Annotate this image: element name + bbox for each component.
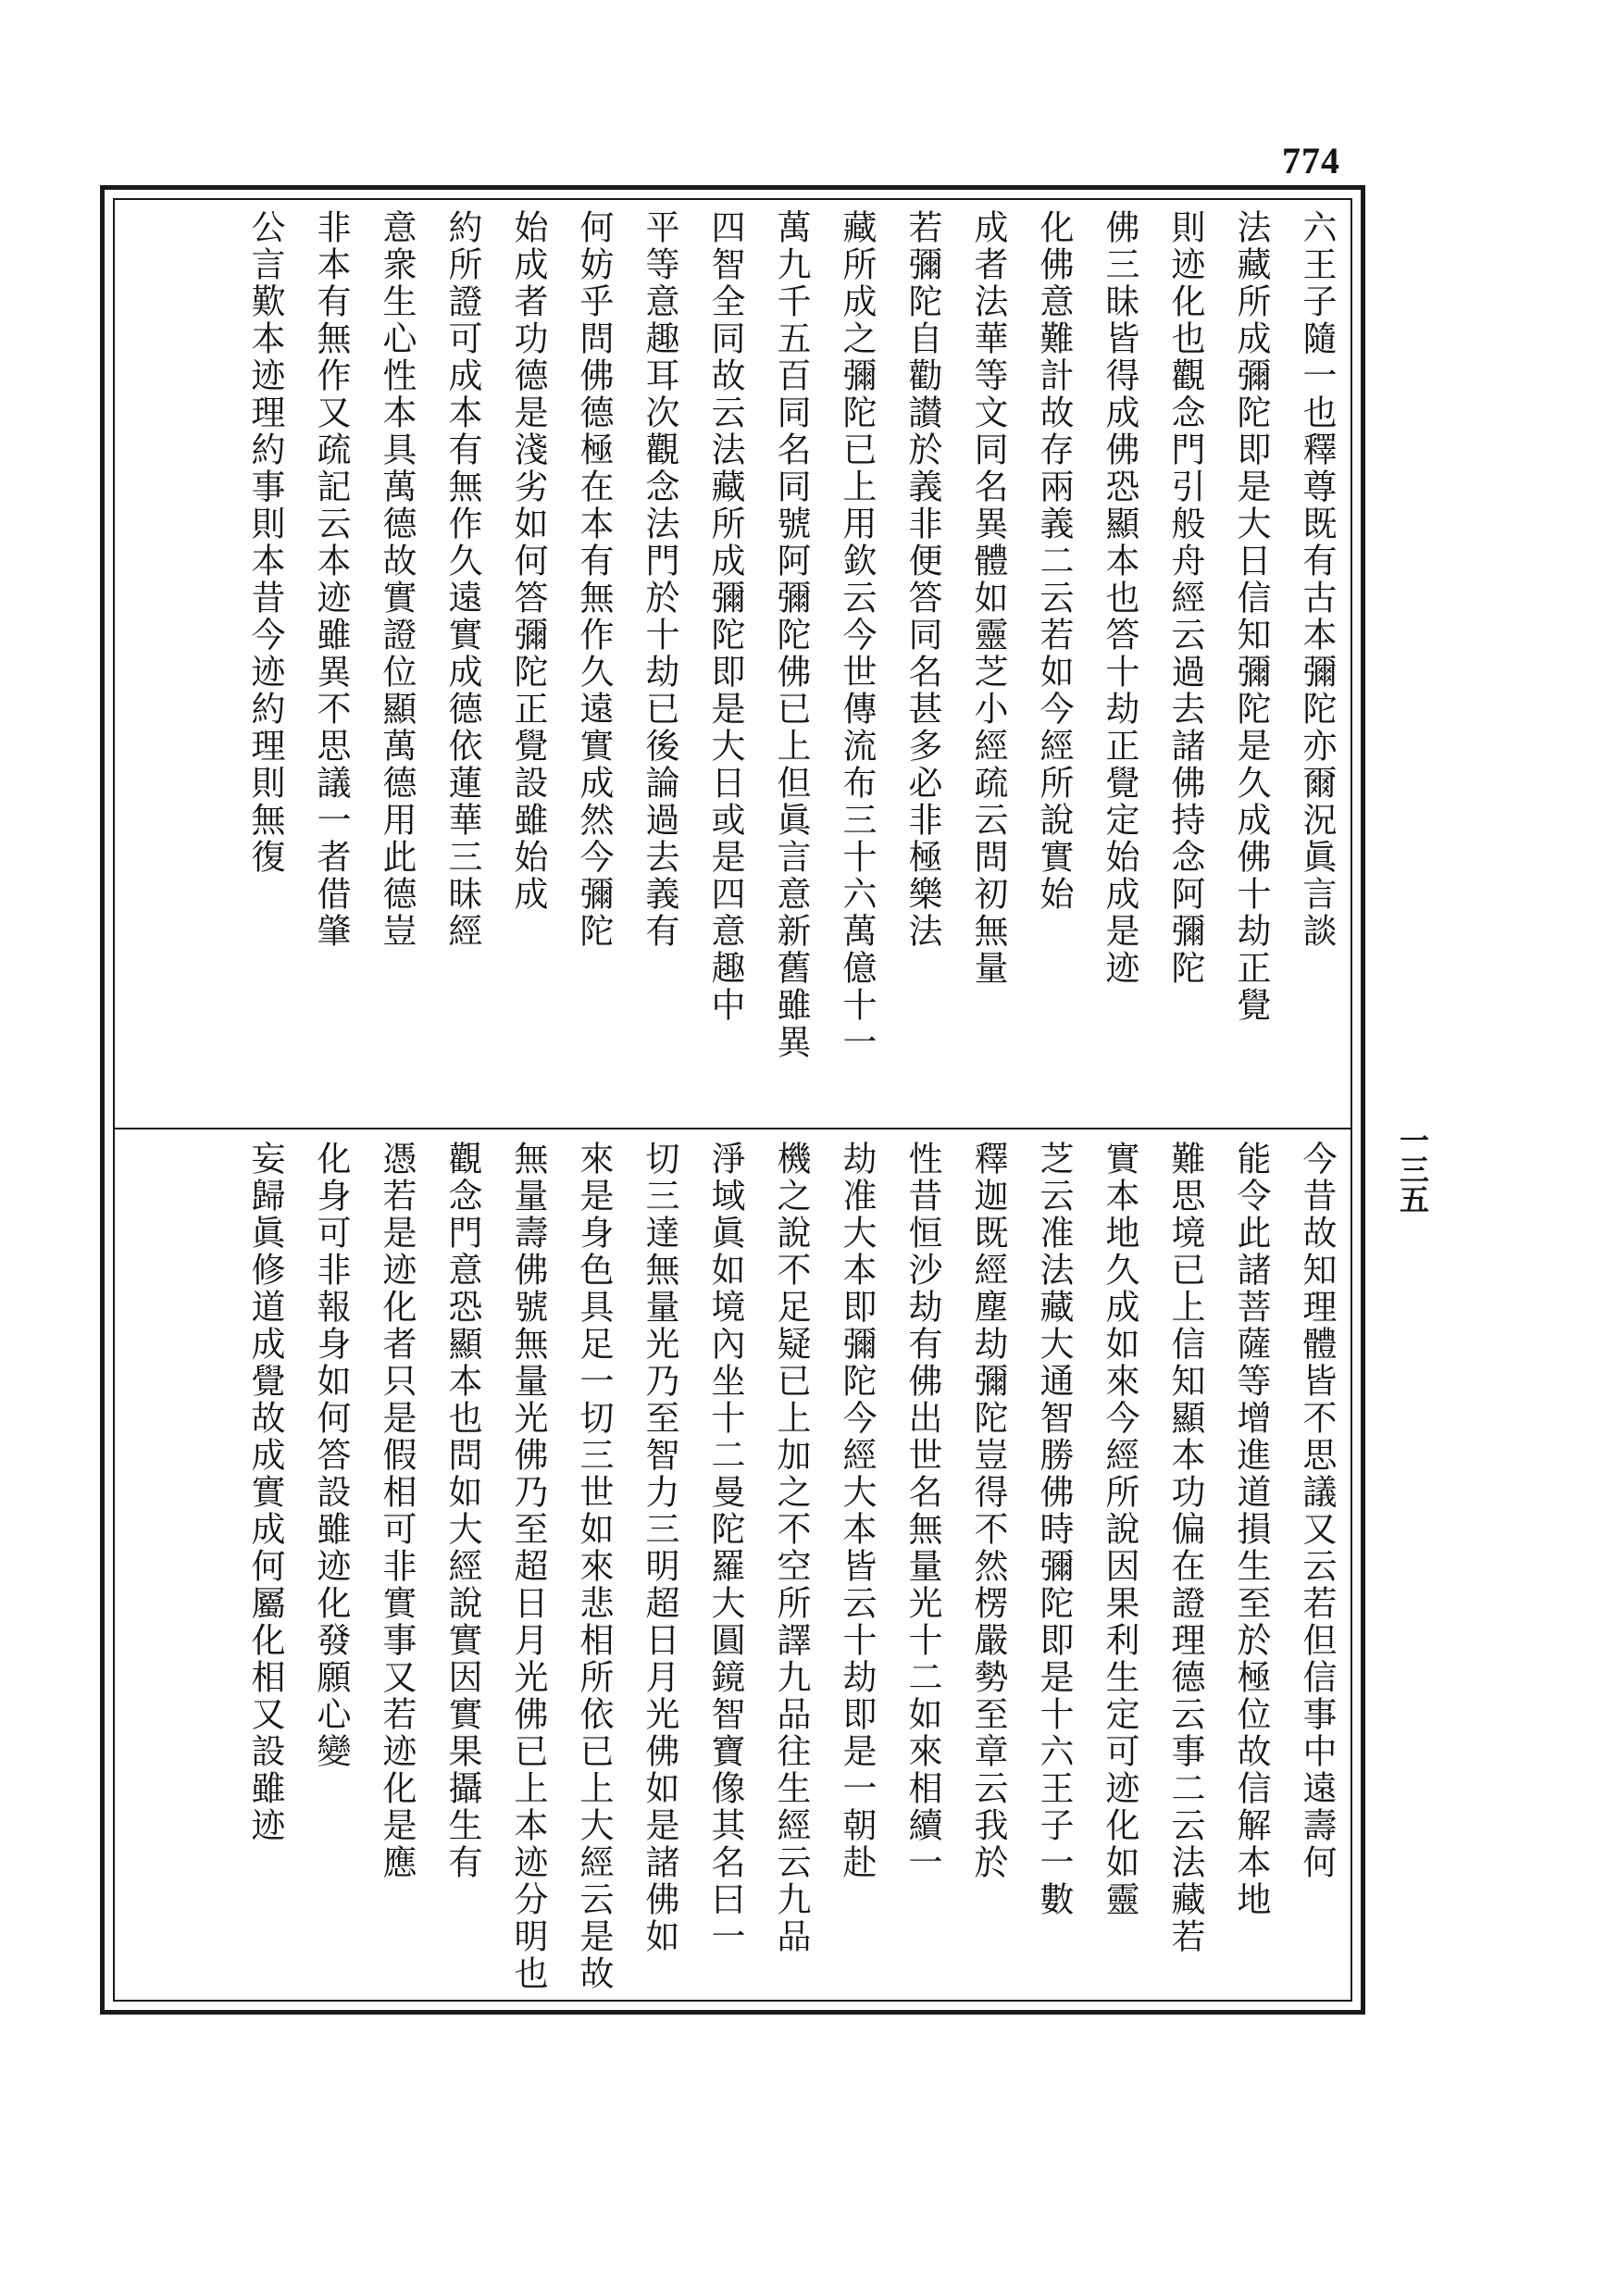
text-column: 公言歎本迹理約事則本昔今迹約理則無復 <box>245 209 285 876</box>
text-column: 無量壽佛號無量光佛乃至超日月光佛已上本迹分明也 <box>508 1141 548 1992</box>
text-column: 意衆生心性本具萬德故實證位顯萬德用此德豈 <box>377 209 417 950</box>
text-column: 來是身色具足一切三世如來悲相所依已上大經云是故 <box>574 1141 614 1992</box>
text-column: 機之說不足疑已上加之不空所譯九品往生經云九品 <box>771 1141 811 1955</box>
text-column: 平等意趣耳次觀念法門於十劫已後論過去義有 <box>640 209 679 950</box>
text-column: 性昔恒沙劫有佛出世名無量光十二如來相續一 <box>902 1141 942 1881</box>
register-divider <box>113 1128 1352 1129</box>
text-column: 成者法華等文同名異體如靈芝小經疏云問初無量 <box>968 209 1008 987</box>
text-column: 劫准大本即彌陀今經大本皆云十劫即是一朝赴 <box>837 1141 877 1881</box>
text-column: 非本有無作又疏記云本迹雖異不思議一者借肇 <box>311 209 351 950</box>
text-column: 法藏所成彌陀即是大日信知彌陀是久成佛十劫正覺 <box>1231 209 1271 1024</box>
page-number: 774 <box>1282 140 1340 181</box>
text-column: 切三達無量光乃至智力三明超日月光佛如是諸佛如 <box>640 1141 679 1955</box>
text-column: 化身可非報身如何答設雖迹化發願心變 <box>311 1141 351 1770</box>
text-column: 藏所成之彌陀已上用欽云今世傳流布三十六萬億十一 <box>837 209 877 1061</box>
text-column: 約所證可成本有無作久遠實成德依蓮華三昧經 <box>442 209 482 950</box>
text-column: 則迹化也觀念門引般舟經云過去諸佛持念阿彌陀 <box>1165 209 1205 987</box>
text-column: 今昔故知理體皆不思議又云若但信事中遠壽何 <box>1297 1141 1337 1881</box>
folio-number: 一三五 <box>1395 1125 1430 1214</box>
text-column: 淨域眞如境內坐十二曼陀羅大圓鏡智寶像其名曰一 <box>705 1141 745 1955</box>
text-column: 芝云准法藏大通智勝佛時彌陀即是十六王子一數 <box>1034 1141 1074 1918</box>
text-column: 始成者功德是淺劣如何答彌陀正覺設雖始成 <box>508 209 548 913</box>
text-column: 釋迦既經塵劫彌陀豈得不然楞嚴勢至章云我於 <box>968 1141 1008 1881</box>
text-column: 妄歸眞修道成覺故成實成何屬化相又設雖迹 <box>245 1141 285 1844</box>
text-column: 憑若是迹化者只是假相可非實事又若迹化是應 <box>377 1141 417 1881</box>
upper-text-block <box>132 209 1350 1117</box>
text-column: 佛三昧皆得成佛恐顯本也答十劫正覺定始成是迹 <box>1100 209 1139 987</box>
text-column: 萬九千五百同名同號阿彌陀佛已上但眞言意新舊雖異 <box>771 209 811 1061</box>
text-column: 實本地久成如來今經所說因果利生定可迹化如靈 <box>1100 1141 1139 1918</box>
lower-text-block <box>132 1141 1350 1992</box>
text-column: 若彌陀自勸讃於義非便答同名甚多必非極樂法 <box>902 209 942 950</box>
text-column: 觀念門意恐顯本也問如大經說實因實果攝生有 <box>442 1141 482 1881</box>
text-column: 何妨乎問佛德極在本有無作久遠實成然今彌陀 <box>574 209 614 950</box>
text-column: 能令此諸菩薩等增進道損生至於極位故信解本地 <box>1231 1141 1271 1918</box>
text-column: 四智全同故云法藏所成彌陀即是大日或是四意趣中 <box>705 209 745 1024</box>
text-column: 六王子隨一也釋尊既有古本彌陀亦爾況眞言談 <box>1297 209 1337 950</box>
text-column: 化佛意難計故存兩義二云若如今經所說實始 <box>1034 209 1074 913</box>
text-column: 難思境已上信知顯本功偏在證理德云事二云法藏若 <box>1165 1141 1205 1955</box>
